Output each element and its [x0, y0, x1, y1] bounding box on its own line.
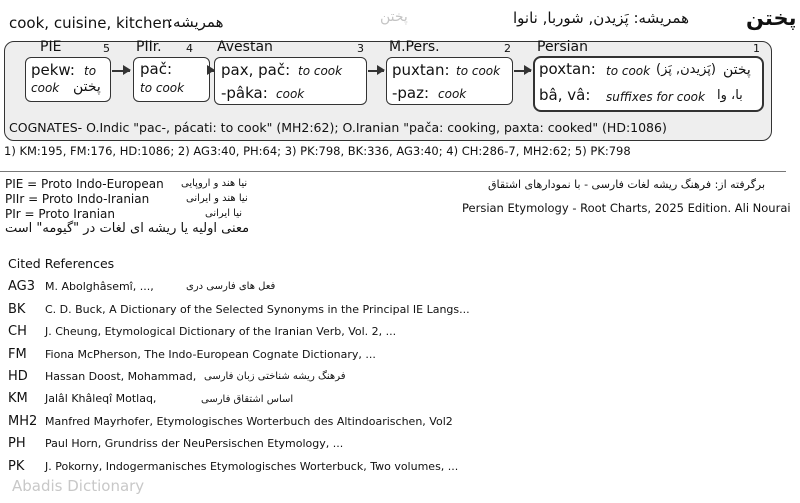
- ref-abbr: MH2: [8, 414, 38, 429]
- stage-label-mpers: M.Pers.: [389, 39, 440, 55]
- divider: [0, 171, 786, 172]
- stage-num-pie: 5: [103, 42, 110, 55]
- piir-gloss: to cook: [140, 81, 185, 95]
- arrow-avestan-mpers: [368, 70, 384, 72]
- stage-num-piir: 4: [186, 42, 193, 55]
- watermark-word: پختن: [380, 9, 408, 25]
- pie-gloss-2: cook: [31, 81, 60, 95]
- piir-word: pač:: [140, 60, 173, 78]
- legend-pir-fa: نیا ایرانی: [205, 208, 243, 219]
- ref-text: C. D. Buck, A Dictionary of the Selected Synonyms in the Principal IE Langs...: [45, 303, 470, 316]
- avestan-word-2: -pâka:: [221, 84, 268, 102]
- ref-abbr: PK: [8, 459, 25, 474]
- stage-label-pie: PIE: [40, 39, 62, 55]
- mpers-gloss-2: cook: [438, 87, 467, 101]
- ref-text: Paul Horn, Grundriss der NeuPersischen Etymology, ...: [45, 437, 344, 450]
- english-gloss-hamrishe: همریشه:: [168, 13, 224, 31]
- ref-text: Jalâl Khâleqî Motlaq,: [45, 392, 157, 405]
- legend-pir: PIr = Proto Iranian: [5, 207, 116, 221]
- pie-gloss: to: [84, 64, 97, 78]
- stage-label-persian: Persian: [537, 39, 588, 55]
- ref-text: J. Pokorny, Indogermanisches Etymologisches Worterbuck, Two volumes, ...: [45, 460, 459, 473]
- avestan-word: pax, pač:: [221, 61, 291, 79]
- footer-watermark: Abadis Dictionary: [12, 477, 145, 495]
- persian-gloss-2: suffixes for cook: [606, 90, 705, 104]
- english-gloss: cook, cuisine, kitchen: [9, 14, 172, 32]
- legend-pie-fa: نیا هند و اروپایی: [181, 178, 248, 189]
- ref-abbr: KM: [8, 391, 28, 406]
- source-refs: 1) KM:195, FM:176, HD:1086; 2) AG3:40, PH:64; 3) PK:798, BK:336, AG3:40; 4) CH:286-7, MH2:62; 5) PK:798: [4, 144, 631, 158]
- ref-persian: اساس اشتقاق فارسی: [201, 394, 294, 405]
- cited-references-title: Cited References: [8, 256, 115, 271]
- persian-word: poxtan:: [539, 60, 596, 78]
- stage-num-persian: 1: [753, 42, 760, 55]
- avestan-gloss-2: cook: [276, 87, 305, 101]
- arrow-mpers-persian: [514, 70, 531, 72]
- legend-pie: PIE = Proto Indo-European: [5, 177, 164, 191]
- ref-persian: فرهنگ ریشه شناختی زبان فارسی: [204, 371, 346, 382]
- persian-forms: (پَزیدن, پَز): [656, 62, 716, 77]
- ref-text: Hassan Doost, Mohammad,: [45, 370, 197, 383]
- ref-abbr: CH: [8, 324, 27, 339]
- stage-num-mpers: 2: [504, 42, 511, 55]
- persian-word-2: bâ, vâ:: [539, 86, 591, 104]
- persian-headword: پختن: [723, 62, 751, 78]
- ref-persian: فعل های فارسی دری: [186, 281, 276, 292]
- stage-num-avestan: 3: [357, 42, 364, 55]
- stage-label-piir: PIIr.: [136, 39, 162, 55]
- legend-piir: PIIr = Proto Indo-Iranian: [5, 192, 150, 206]
- ref-abbr: BK: [8, 302, 26, 317]
- legend-note: معنی اولیه یا ریشه ای لغات در "گیومه" است: [5, 221, 250, 236]
- persian-gloss: to cook: [606, 64, 651, 78]
- ref-text: M. Abolghâsemî, ...,: [45, 280, 154, 293]
- stage-label-avestan: Avestan: [217, 39, 273, 55]
- ref-text: J. Cheung, Etymological Dictionary of the Iranian Verb, Vol. 2, ...: [45, 325, 397, 338]
- ref-text: Fiona McPherson, The Indo-European Cognate Dictionary, ...: [45, 348, 376, 361]
- ref-text: Manfred Mayrhofer, Etymologisches Worterbuch des Altindoarischen, Vol2: [45, 415, 453, 428]
- credit-english: Persian Etymology - Root Charts, 2025 Edition. Ali Nourai: [462, 201, 791, 215]
- ref-abbr: HD: [8, 369, 28, 384]
- pie-word: pekw:: [31, 61, 75, 79]
- cognates-line: COGNATES- O.Indic "pac-, pácati: to cook" (MH2:62); O.Iranian "pača: cooking, paxta: cooked" (HD:1086): [9, 120, 667, 135]
- avestan-gloss: to cook: [298, 64, 343, 78]
- mpers-word-2: -paz:: [392, 84, 430, 102]
- related-words: همریشه: پَزیدن, شوربا, نانوا: [513, 9, 690, 27]
- ref-abbr: FM: [8, 347, 27, 362]
- headword: پختن: [746, 6, 797, 30]
- pie-persian: پختن: [73, 79, 101, 95]
- mpers-word: puxtan:: [392, 61, 450, 79]
- persian-suffixes: با، وا: [717, 88, 743, 103]
- ref-abbr: PH: [8, 436, 26, 451]
- mpers-gloss: to cook: [456, 64, 501, 78]
- arrow-pie-piir: [112, 70, 130, 72]
- credit-persian: برگرفته از: فرهنگ ریشه لغات فارسی - با نمودارهای اشتقاق: [488, 178, 766, 191]
- legend-piir-fa: نیا هند و ایرانی: [186, 193, 248, 204]
- ref-abbr: AG3: [8, 279, 36, 294]
